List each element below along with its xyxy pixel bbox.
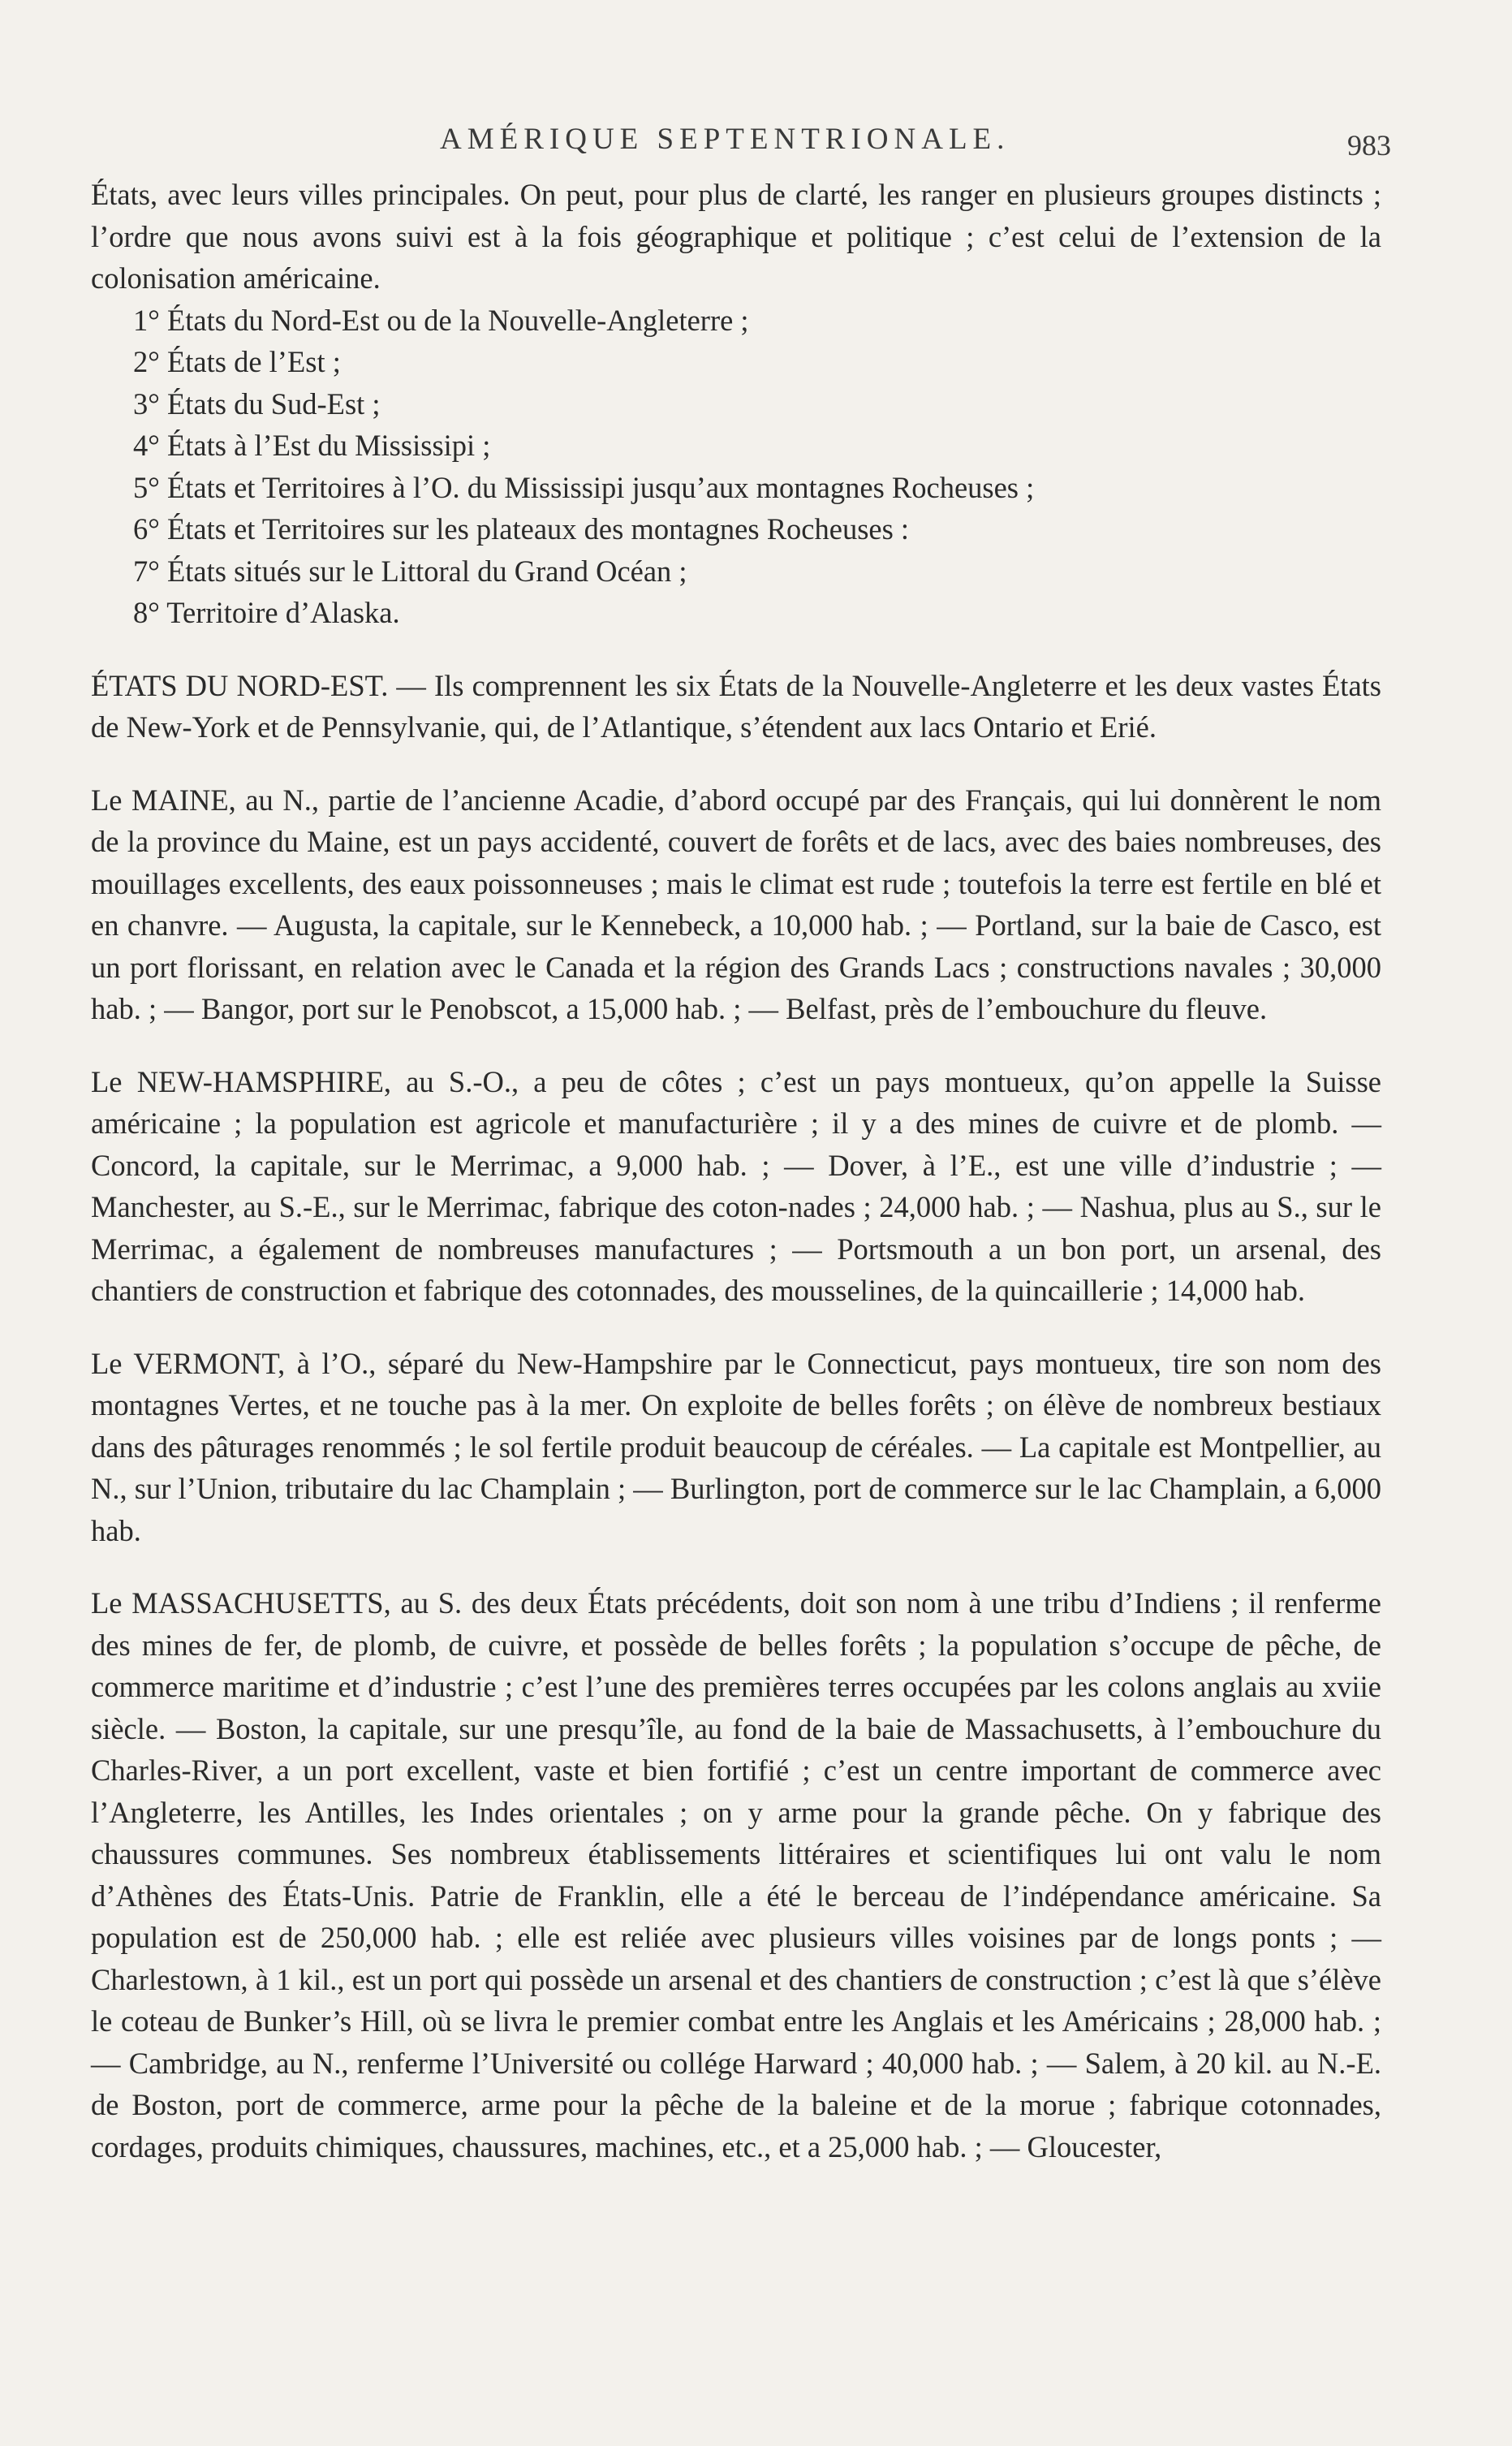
list-item: 4° États à l’Est du Mississipi ; xyxy=(133,429,491,462)
running-title: AMÉRIQUE SEPTENTRIONALE. xyxy=(440,123,1010,156)
list-item: 5° États et Territoires à l’O. du Mississipi jusqu’aux montagnes Rocheuses ; xyxy=(133,470,1035,504)
paragraph-nord-est: ÉTATS DU NORD-EST. — Ils comprennent les six États de la Nouvelle-Angleterre et les deux vastes États de New-York et de Pennsylvanie, qui, de l’Atlantique, s’étendent aux lacs Ontario et Erié. xyxy=(91,668,1381,744)
list-item: 1° États du Nord-Est ou de la Nouvelle-Angleterre ; xyxy=(133,303,749,337)
page xyxy=(91,122,1391,2168)
page-header xyxy=(91,122,1391,174)
list-item: 6° États et Territoires sur les plateaux des montagnes Rocheuses : xyxy=(133,512,910,546)
list-item: 8° Territoire d’Alaska. xyxy=(133,596,400,629)
state-groups-list xyxy=(91,300,1381,634)
list-item: 2° États de l’Est ; xyxy=(133,345,341,378)
list-item: 7° États situés sur le Littoral du Grand Océan ; xyxy=(133,554,687,588)
page-number: 983 xyxy=(1347,129,1391,162)
paragraph-new-hampshire: Le NEW-HAMSPHIRE, au S.-O., a peu de côtes ; c’est un pays montueux, qu’on appelle la Suisse américaine ; la population est agricole et manufacturière ; il y a des mines de cuivre et de plomb. — Concord, la capitale, sur le Merrimac, a 9,000 hab. ; — Dover, à l’E., est une ville d’industrie ; — Manchester, au S.-E., sur le Merrimac, fabrique des coton-nades ; 24,000 hab. ; — Nashua, plus au S., sur le Merrimac, a également de nombreuses manufactures ; — Portsmouth a un bon port, un arsenal, des chantiers de construction et fabrique des cotonnades, des mousselines, de la quincaillerie ; 14,000 hab. xyxy=(91,1064,1381,1307)
intro-paragraph: États, avec leurs villes principales. On peut, pour plus de clarté, les ranger en plusieurs groupes distincts ; l’ordre que nous avons suivi est à la fois géographique et politique ; c’est celui de l’extension de la colonisation américaine. xyxy=(91,178,1381,295)
paragraph-vermont: Le VERMONT, à l’O., séparé du New-Hampshire par le Connecticut, pays montueux, tire son nom des montagnes Vertes, et ne touche pas à la mer. On exploite de belles forêts ; on élève de nombreux bestiaux dans des pâturages renommés ; le sol fertile produit beaucoup de céréales. — La capitale est Montpellier, au N., sur l’Union, tributaire du lac Champlain ; — Burlington, port de commerce sur le lac Champlain, a 6,000 hab. xyxy=(91,1346,1381,1547)
paragraph-massachusetts: Le MASSACHUSETTS, au S. des deux États précédents, doit son nom à une tribu d’Indiens ; il renferme des mines de fer, de plomb, de cuivre, et possède de belles forêts ; la population s’occupe de pêche, de commerce maritime et d’industrie ; c’est l’une des premières terres occupées par les colons anglais au xviie siècle. — Boston, la capitale, sur une presqu’île, au fond de la baie de Massachusetts, à l’embouchure du Charles-River, a un port excellent, vaste et bien fortifié ; c’est un centre important de commerce avec l’Angleterre, les Antilles, les Indes orientales ; on y arme pour la grande pêche. On y fabrique des chaussures communes. Ses nombreux établissements littéraires et scientifiques lui ont valu le nom d’Athènes des États-Unis. Patrie de Franklin, elle a été le berceau de l’indépendance américaine. Sa population est de 250,000 hab. ; elle est reliée avec plusieurs villes voisines par de longs ponts ; — Charlestown, à 1 kil., est un port qui possède un arsenal et des chantiers de construction ; c’est là que s’élève le coteau de Bunker’s Hill, où se livra le premier combat entre les Anglais et les Américains ; 28,000 hab. ; — Cambridge, au N., renferme l’Université ou collége Harward ; 40,000 hab. ; — Salem, à 20 kil. au N.-E. de Boston, port de commerce, arme pour la pêche de la baleine et de la morue ; fabrique cotonnades, cordages, produits chimiques, chaussures, machines, etc., et a 25,000 hab. ; — Gloucester, xyxy=(91,1586,1381,2163)
paragraph-maine: Le MAINE, au N., partie de l’ancienne Acadie, d’abord occupé par des Français, qui lui donnèrent le nom de la province du Maine, est un pays accidenté, couvert de forêts et de lacs, avec des baies nombreuses, des mouillages excellents, des eaux poissonneuses ; mais le climat est rude ; toutefois la terre est fertile en blé et en chanvre. — Augusta, la capitale, sur le Kennebeck, a 10,000 hab. ; — Portland, sur la baie de Casco, est un port florissant, en relation avec le Canada et la région des Grands Lacs ; constructions navales ; 30,000 hab. ; — Bangor, port sur le Penobscot, a 15,000 hab. ; — Belfast, près de l’embouchure du fleuve. xyxy=(91,783,1381,1025)
list-item: 3° États du Sud-Est ; xyxy=(133,386,381,421)
